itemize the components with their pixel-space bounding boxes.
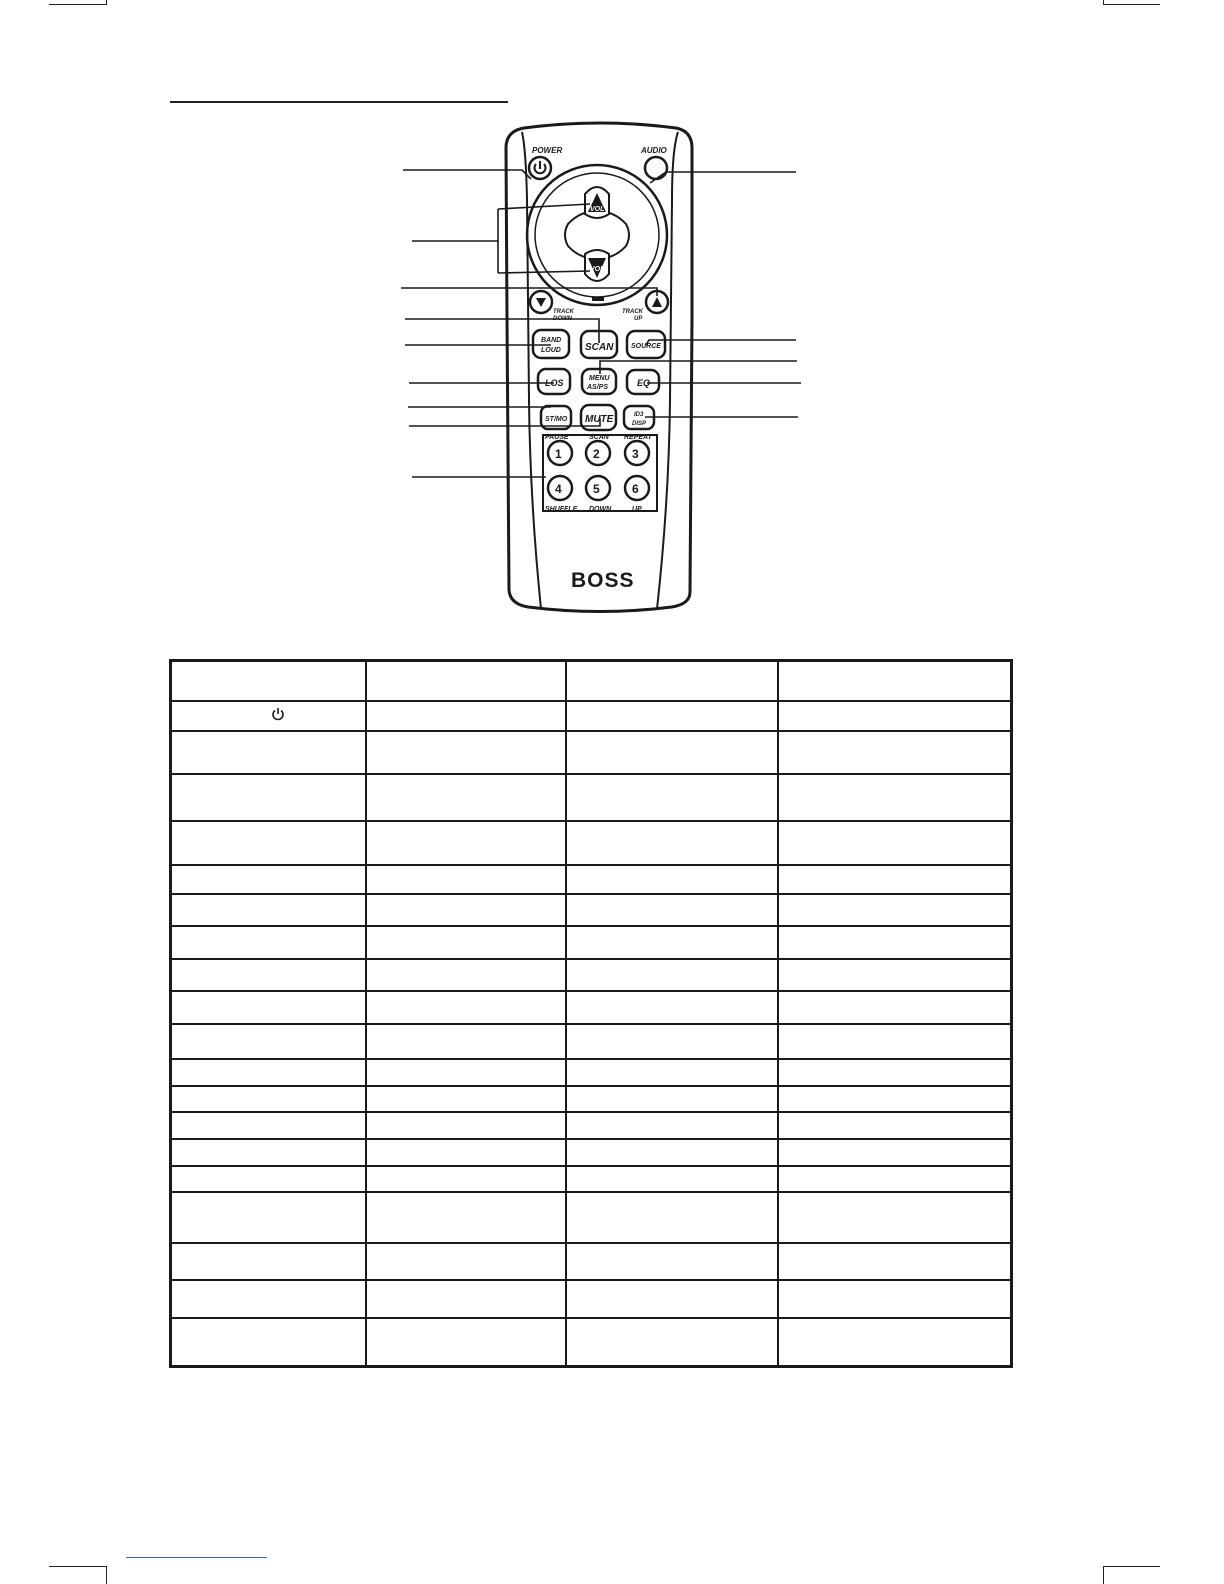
crop-mark (1103, 1566, 1104, 1584)
table-cell (778, 1059, 1012, 1086)
crop-mark (106, 0, 107, 5)
repeat-label: REPEAT (624, 434, 652, 441)
table-cell (171, 1280, 366, 1318)
table-row (171, 1280, 1012, 1318)
table-cell (566, 821, 778, 865)
table-cell (366, 821, 566, 865)
crop-mark (1103, 1566, 1160, 1567)
table-row (171, 865, 1012, 894)
table-cell (778, 821, 1012, 865)
table-cell (778, 1192, 1012, 1243)
table-header-cell (778, 661, 1012, 701)
source-label: SOURCE (631, 343, 661, 350)
table-cell (566, 894, 778, 925)
power-label: POWER (532, 146, 563, 155)
table-row (171, 1112, 1012, 1139)
vol-up-label: VOL (590, 206, 605, 213)
stmo-label: ST/MO (545, 416, 568, 423)
table-cell (366, 731, 566, 774)
table-cell (171, 959, 366, 991)
power-icon (271, 707, 285, 724)
loud-label: LOUD (541, 347, 561, 354)
table-cell (366, 1059, 566, 1086)
table-cell (778, 926, 1012, 959)
table-cell (171, 991, 366, 1024)
table-cell (778, 1024, 1012, 1059)
pause-label: PAUSE (545, 434, 569, 441)
scan-label: SCAN (585, 342, 614, 353)
table-row (171, 1139, 1012, 1165)
track-down-label-1: TRACK (553, 309, 574, 315)
id3-label: ID3 (634, 412, 644, 418)
footer-link-underline[interactable] (126, 1557, 267, 1558)
table-cell (366, 1280, 566, 1318)
table-cell (778, 1139, 1012, 1165)
table-cell (366, 865, 566, 894)
table-row (171, 1243, 1012, 1280)
table-row (171, 1166, 1012, 1192)
table-cell (566, 701, 778, 731)
key-4-label: 4 (555, 482, 562, 496)
vol-up-button[interactable] (585, 187, 609, 218)
heading-underline (170, 101, 508, 103)
table-cell (778, 959, 1012, 991)
audio-label: AUDIO (641, 146, 667, 155)
track-down-label-2: DOWN (553, 316, 572, 322)
remote-function-table (169, 659, 1013, 1368)
table-cell (566, 1243, 778, 1280)
table-row (171, 894, 1012, 925)
table-cell (566, 926, 778, 959)
table-cell (778, 1166, 1012, 1192)
crop-mark (49, 4, 106, 5)
table-cell (778, 991, 1012, 1024)
table-cell (566, 731, 778, 774)
crop-mark (49, 1566, 106, 1567)
table-cell (366, 959, 566, 991)
table-cell (171, 701, 366, 731)
table-header-cell (366, 661, 566, 701)
table-row (171, 1318, 1012, 1366)
table-cell (566, 1086, 778, 1112)
table-header-row (171, 661, 1012, 701)
table-cell (171, 865, 366, 894)
table-cell (171, 1192, 366, 1243)
crop-mark (1103, 0, 1104, 5)
down-label: DOWN (589, 506, 612, 513)
boss-logo: BOSS (571, 569, 635, 592)
crop-mark (106, 1566, 107, 1584)
audio-button[interactable] (645, 157, 667, 179)
track-up-label-1: TRACK (622, 309, 643, 315)
table-cell (566, 1192, 778, 1243)
table-cell (366, 1024, 566, 1059)
table-cell (171, 1318, 366, 1366)
table-cell (778, 731, 1012, 774)
up-label: UP (632, 506, 642, 513)
scan-mode-label: SCAN (589, 434, 609, 441)
key-2-label: 2 (593, 447, 600, 461)
track-up-label-2: UP (634, 316, 643, 322)
table-row (171, 821, 1012, 865)
crop-mark (1103, 4, 1160, 5)
table-cell (778, 774, 1012, 821)
table-cell (366, 926, 566, 959)
table-cell (566, 1059, 778, 1086)
table-row (171, 701, 1012, 731)
table-cell (778, 1280, 1012, 1318)
table-cell (171, 894, 366, 925)
table-cell (366, 1166, 566, 1192)
table-cell (778, 894, 1012, 925)
table-cell (171, 1166, 366, 1192)
table-row (171, 959, 1012, 991)
table-cell (566, 1318, 778, 1366)
mute-label: MUTE (585, 414, 614, 425)
key-3-label: 3 (632, 447, 639, 461)
table-row (171, 1024, 1012, 1059)
table-cell (778, 865, 1012, 894)
table-cell (171, 774, 366, 821)
joystick-notch (592, 297, 604, 301)
table-cell (778, 1086, 1012, 1112)
table-cell (171, 1139, 366, 1165)
menu-label: MENU (589, 375, 610, 382)
table-row (171, 731, 1012, 774)
table-cell (566, 1166, 778, 1192)
table-cell (566, 1024, 778, 1059)
table-cell (171, 731, 366, 774)
table-cell (366, 1086, 566, 1112)
table-cell (778, 1243, 1012, 1280)
table-cell (171, 1086, 366, 1112)
remote-control-diagram (380, 118, 820, 618)
table-row (171, 1192, 1012, 1243)
table-cell (366, 1139, 566, 1165)
table-cell (366, 1318, 566, 1366)
table-row (171, 774, 1012, 821)
table-row (171, 1086, 1012, 1112)
key-1-label: 1 (555, 447, 562, 461)
table-cell (778, 1318, 1012, 1366)
table-cell (171, 1059, 366, 1086)
key-5-label: 5 (593, 482, 600, 496)
table-cell (566, 1139, 778, 1165)
table-cell (171, 1243, 366, 1280)
key-6-label: 6 (632, 482, 639, 496)
table-cell (171, 1112, 366, 1139)
table-cell (778, 701, 1012, 731)
table-cell (566, 959, 778, 991)
table-cell (366, 991, 566, 1024)
table-header-cell (171, 661, 366, 701)
table-cell (171, 1024, 366, 1059)
table-cell (366, 774, 566, 821)
los-label: LOS (545, 378, 564, 388)
table-cell (366, 894, 566, 925)
table-cell (566, 1112, 778, 1139)
table-cell (566, 991, 778, 1024)
band-label: BAND (541, 337, 562, 344)
table-row (171, 926, 1012, 959)
table-row (171, 1059, 1012, 1086)
asps-label: AS/PS (587, 384, 609, 391)
table-cell (366, 1112, 566, 1139)
table-cell (171, 926, 366, 959)
table-cell (366, 1192, 566, 1243)
eq-label: EQ (637, 378, 651, 388)
disp-label: DISP (632, 421, 647, 427)
table-cell (566, 774, 778, 821)
table-header-cell (566, 661, 778, 701)
vol-down-label: VOL (590, 266, 605, 273)
table-cell (566, 865, 778, 894)
table-row (171, 991, 1012, 1024)
shuffle-label: SHUFFLE (545, 506, 578, 513)
table-cell (366, 1243, 566, 1280)
table-cell (566, 1280, 778, 1318)
vol-down-button[interactable] (585, 250, 609, 281)
table-cell (171, 821, 366, 865)
table-cell (778, 1112, 1012, 1139)
table-cell (366, 701, 566, 731)
